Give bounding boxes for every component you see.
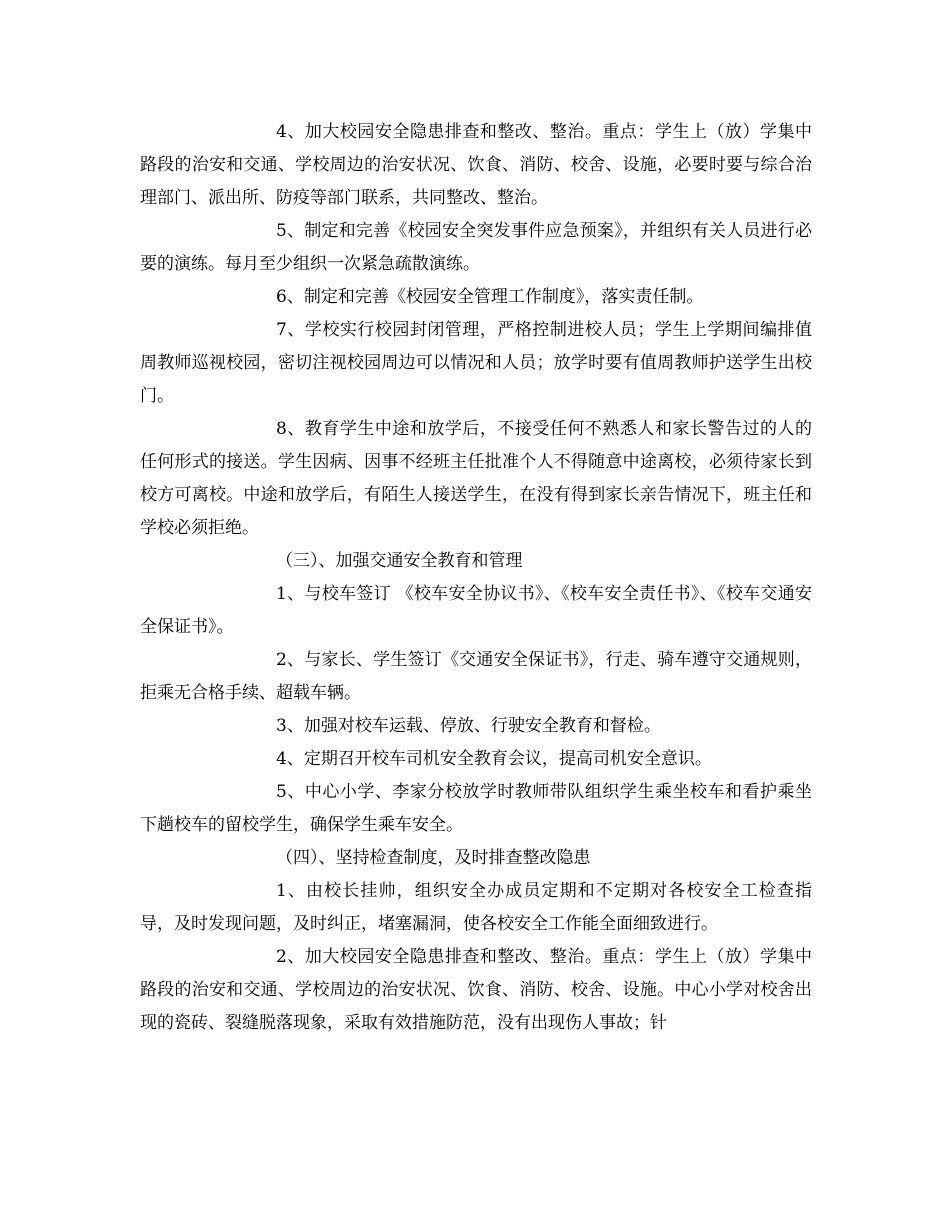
paragraph-inspection-2: 2、加大校园安全隐患排查和整改、整治。重点：学生上（放）学集中路段的治安和交通、学校周边的治安状况、饮食、消防、校舍、设施。中心小学对校舍出现的瓷砖、裂缝脱落现象，采取有效措施防范，没有出现伤人事故；针 xyxy=(140,947,812,1033)
section-heading-inspection: （四）、坚持检查制度，及时排查整改隐患 xyxy=(276,848,591,868)
section-heading-traffic-safety: （三）、加强交通安全教育和管理 xyxy=(276,551,523,571)
paragraph-traffic-3: 3、加强对校车运载、停放、行驶安全教育和督检。 xyxy=(276,716,661,736)
document-body xyxy=(140,116,812,1040)
paragraph-item-5: 5、制定和完善《校园安全突发事件应急预案》，并组织有关人员进行必要的演练。每月至少组织一次紧急疏散演练。 xyxy=(140,221,812,274)
paragraph-traffic-5: 5、中心小学、李家分校放学时教师带队组织学生乘坐校车和看护乘坐下趟校车的留校学生，确保学生乘车安全。 xyxy=(140,782,812,835)
paragraph-item-7: 7、学校实行校园封闭管理，严格控制进校人员；学生上学期间编排值周教师巡视校园，密切注视校园周边可以情况和人员；放学时要有值周教师护送学生出校门。 xyxy=(140,320,812,406)
paragraph-traffic-2: 2、与家长、学生签订《交通安全保证书》，行走、骑车遵守交通规则，拒乘无合格手续、超载车辆。 xyxy=(140,650,812,703)
paragraph-traffic-1: 1、与校车签订 《校车安全协议书》、《校车安全责任书》、《校车交通安全保证书》。 xyxy=(140,584,812,637)
paragraph-traffic-4: 4、定期召开校车司机安全教育会议，提高司机安全意识。 xyxy=(276,749,712,769)
paragraph-item-4: 4、加大校园安全隐患排查和整改、整治。重点：学生上（放）学集中路段的治安和交通、学校周边的治安状况、饮食、消防、校舍、设施，必要时要与综合治理部门、派出所、防疫等部门联系，共同整改、整治。 xyxy=(140,122,812,208)
paragraph-item-6: 6、制定和完善《校园安全管理工作制度》，落实责任制。 xyxy=(276,287,704,307)
paragraph-item-8: 8、教育学生中途和放学后，不接受任何不熟悉人和家长警告过的人的任何形式的接送。学生因病、因事不经班主任批准个人不得随意中途离校，必须待家长到校方可离校。中途和放学后，有陌生人接送学生，在没有得到家长亲告情况下，班主任和学校必须拒绝。 xyxy=(140,419,812,538)
paragraph-inspection-1: 1、由校长挂帅，组织安全办成员定期和不定期对各校安全工检查指导，及时发现问题，及时纠正，堵塞漏洞，使各校安全工作能全面细致进行。 xyxy=(140,881,812,934)
